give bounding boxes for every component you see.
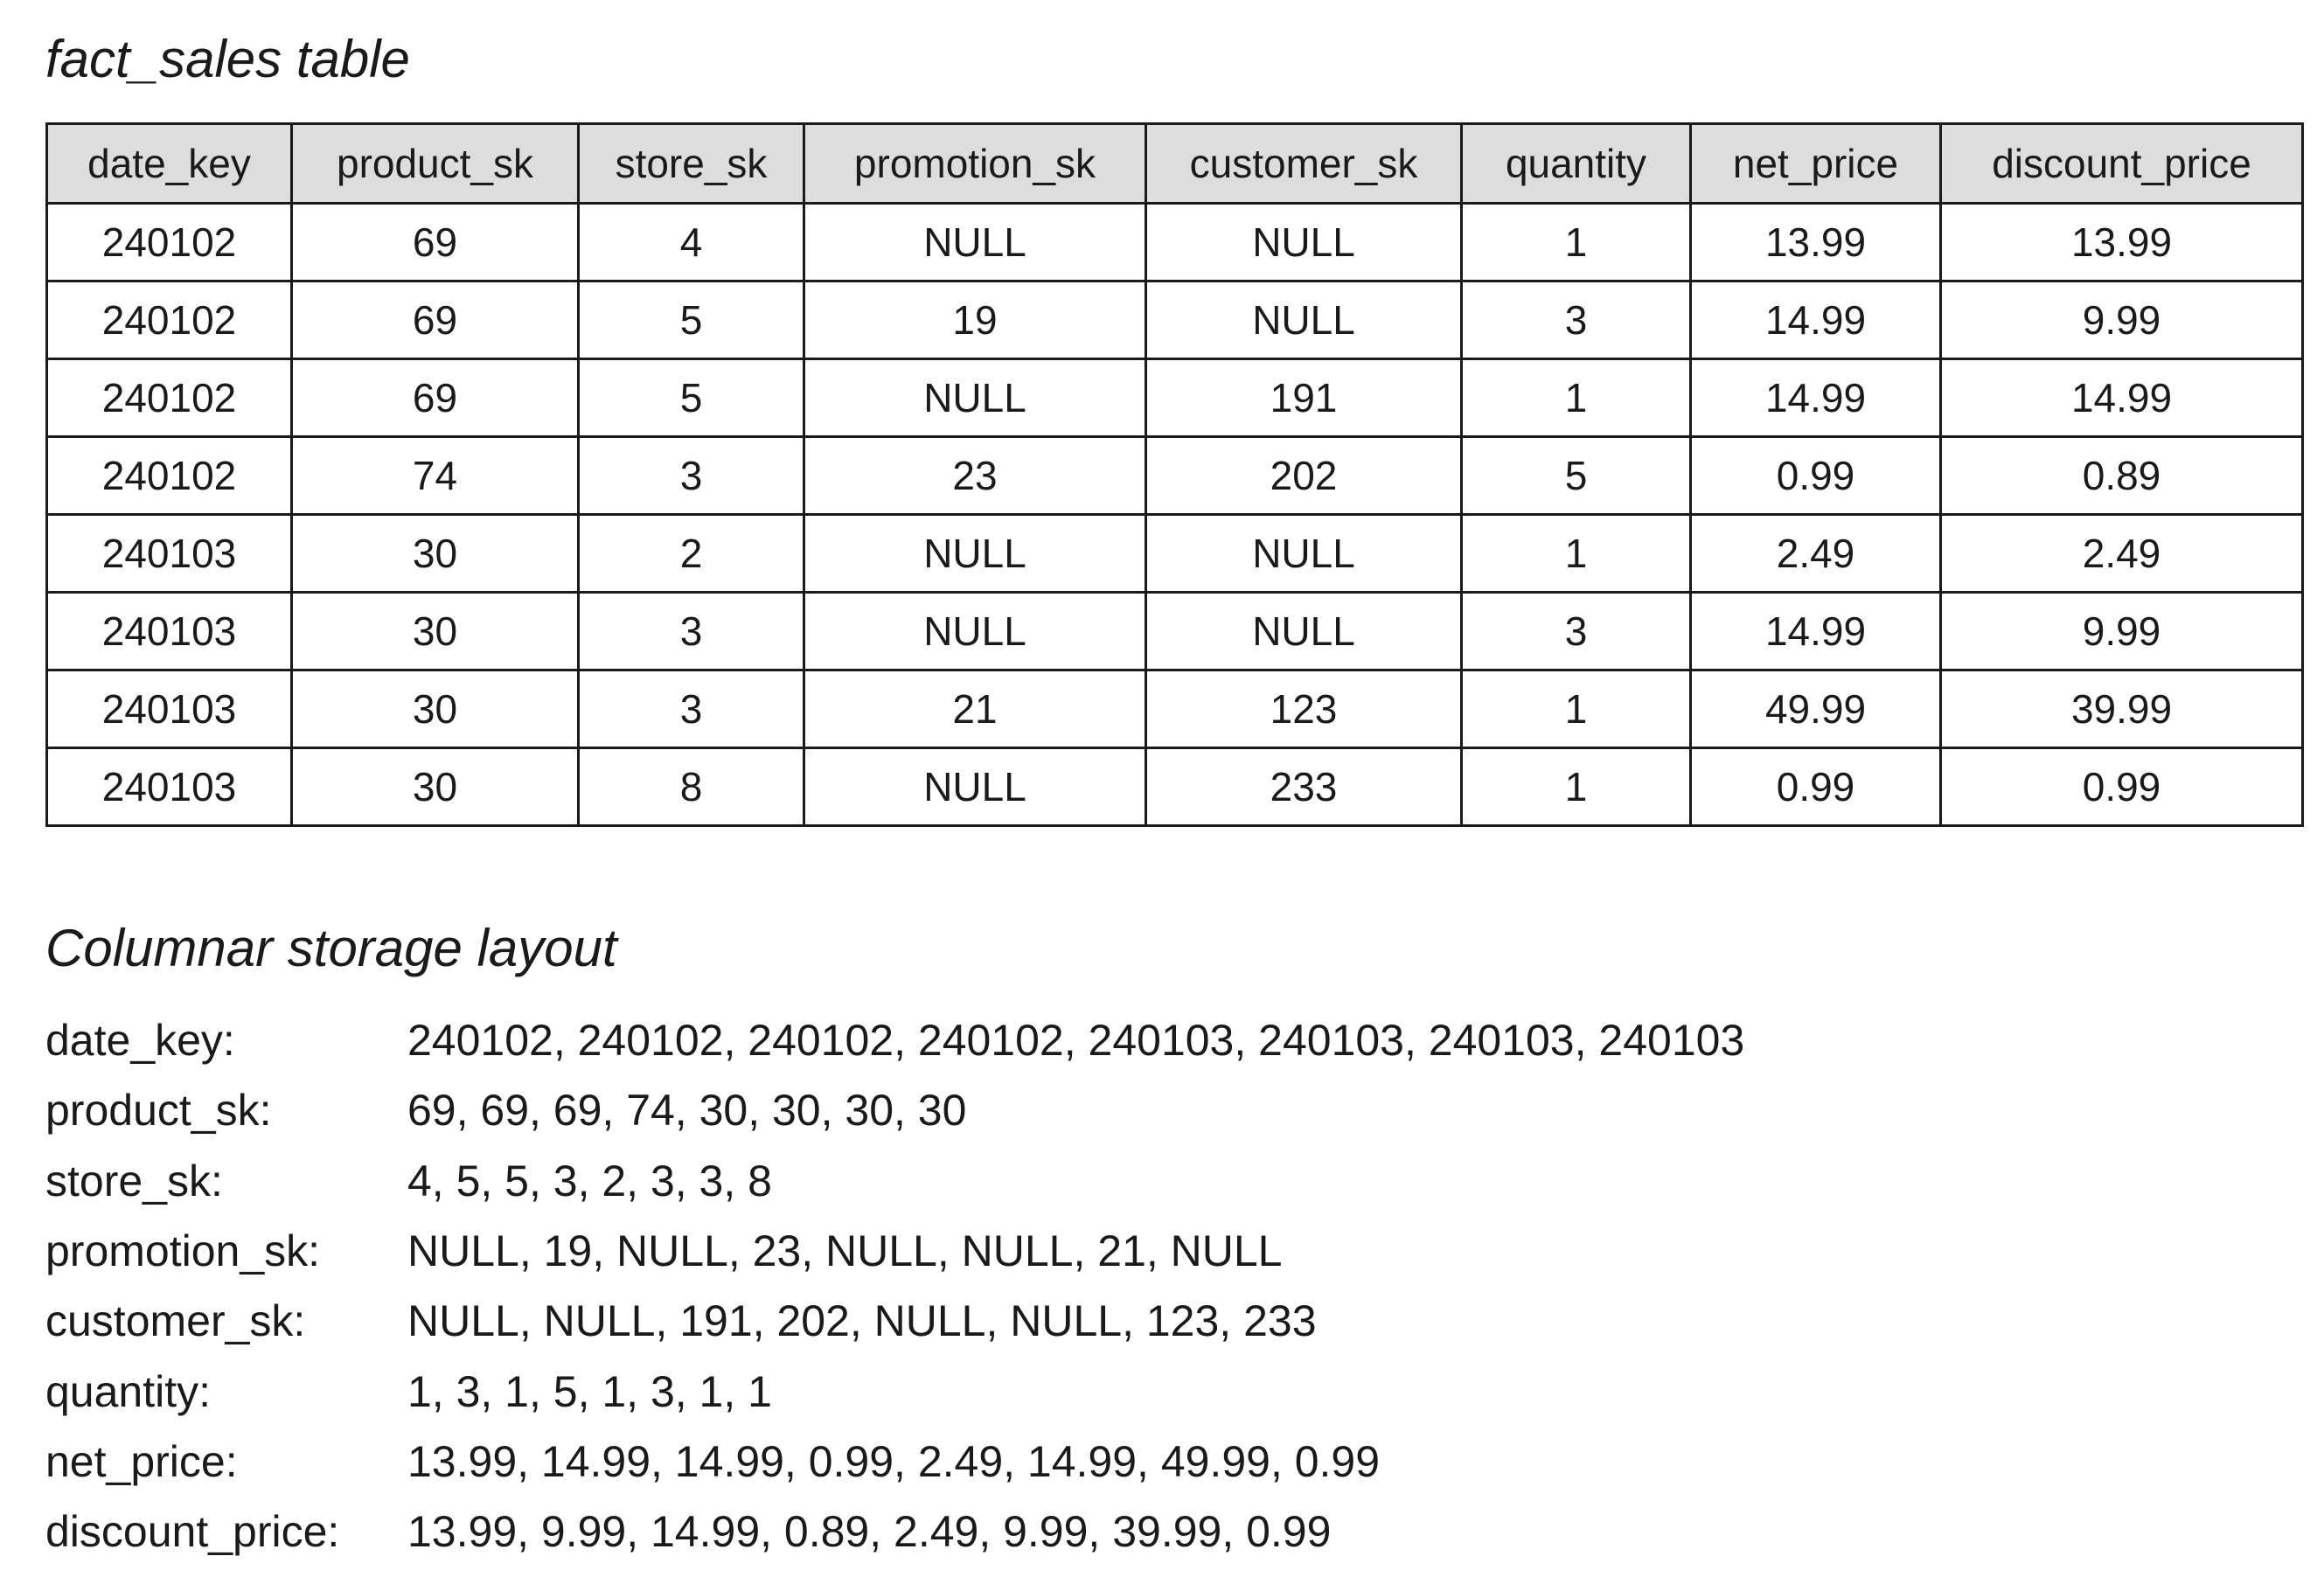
layout-column-values: NULL, 19, NULL, 23, NULL, NULL, 21, NULL <box>407 1226 1283 1276</box>
layout-row <box>45 1005 2284 1075</box>
layout-column-name: promotion_sk: <box>45 1226 321 1276</box>
cell-date-key: 240103 <box>47 515 292 593</box>
cell-quantity: 1 <box>1462 359 1691 437</box>
cell-store-sk: 5 <box>579 281 804 359</box>
cell-store-sk: 8 <box>579 748 804 826</box>
cell-net-price: 14.99 <box>1691 359 1941 437</box>
table-row <box>47 204 2303 281</box>
cell-product-sk: 30 <box>292 515 579 593</box>
cell-discount-price: 14.99 <box>1941 359 2303 437</box>
cell-net-price: 14.99 <box>1691 281 1941 359</box>
layout-column-name: net_price: <box>45 1436 238 1486</box>
table-row <box>47 515 2303 593</box>
cell-discount-price: 13.99 <box>1941 204 2303 281</box>
cell-discount-price: 9.99 <box>1941 593 2303 670</box>
layout-row <box>45 1216 2284 1286</box>
cell-customer-sk: NULL <box>1146 515 1462 593</box>
cell-quantity: 3 <box>1462 281 1691 359</box>
cell-product-sk: 30 <box>292 748 579 826</box>
cell-date-key: 240102 <box>47 281 292 359</box>
layout-row <box>45 1427 2284 1497</box>
cell-net-price: 14.99 <box>1691 593 1941 670</box>
table-row <box>47 359 2303 437</box>
cell-store-sk: 2 <box>579 515 804 593</box>
table-row <box>47 670 2303 748</box>
cell-store-sk: 4 <box>579 204 804 281</box>
cell-store-sk: 3 <box>579 437 804 515</box>
cell-customer-sk: NULL <box>1146 204 1462 281</box>
cell-customer-sk: NULL <box>1146 281 1462 359</box>
cell-discount-price: 39.99 <box>1941 670 2303 748</box>
cell-promotion-sk: 19 <box>804 281 1146 359</box>
cell-product-sk: 69 <box>292 204 579 281</box>
layout-row <box>45 1146 2284 1216</box>
layout-column-values: 4, 5, 5, 3, 2, 3, 3, 8 <box>407 1156 772 1205</box>
layout-row <box>45 1286 2284 1356</box>
cell-promotion-sk: NULL <box>804 515 1146 593</box>
cell-promotion-sk: 21 <box>804 670 1146 748</box>
cell-discount-price: 2.49 <box>1941 515 2303 593</box>
layout-column-name: discount_price: <box>45 1507 340 1557</box>
cell-date-key: 240102 <box>47 359 292 437</box>
layout-column-values: 13.99, 14.99, 14.99, 0.99, 2.49, 14.99, 49.99, 0.99 <box>407 1436 1381 1486</box>
column-header-store-sk: store_sk <box>579 124 804 204</box>
cell-quantity: 1 <box>1462 204 1691 281</box>
table-header-row <box>47 124 2303 204</box>
column-header-promotion-sk: promotion_sk <box>804 124 1146 204</box>
cell-customer-sk: 123 <box>1146 670 1462 748</box>
fact-sales-table <box>45 122 2304 827</box>
columnar-layout-list <box>45 1005 2284 1567</box>
column-header-product-sk: product_sk <box>292 124 579 204</box>
cell-quantity: 1 <box>1462 515 1691 593</box>
table-row <box>47 437 2303 515</box>
layout-column-name: date_key: <box>45 1016 235 1066</box>
cell-quantity: 3 <box>1462 593 1691 670</box>
cell-customer-sk: NULL <box>1146 593 1462 670</box>
cell-net-price: 0.99 <box>1691 437 1941 515</box>
cell-customer-sk: 233 <box>1146 748 1462 826</box>
cell-product-sk: 30 <box>292 593 579 670</box>
layout-column-name: customer_sk: <box>45 1296 306 1346</box>
cell-promotion-sk: 23 <box>804 437 1146 515</box>
cell-store-sk: 5 <box>579 359 804 437</box>
cell-date-key: 240103 <box>47 670 292 748</box>
layout-row <box>45 1075 2284 1145</box>
layout-column-name: product_sk: <box>45 1086 272 1136</box>
cell-store-sk: 3 <box>579 593 804 670</box>
column-header-date-key: date_key <box>47 124 292 204</box>
cell-product-sk: 30 <box>292 670 579 748</box>
cell-store-sk: 3 <box>579 670 804 748</box>
cell-date-key: 240102 <box>47 437 292 515</box>
table-row <box>47 593 2303 670</box>
layout-column-values: NULL, NULL, 191, 202, NULL, NULL, 123, 233 <box>407 1296 1317 1346</box>
column-header-customer-sk: customer_sk <box>1146 124 1462 204</box>
cell-date-key: 240102 <box>47 204 292 281</box>
cell-promotion-sk: NULL <box>804 593 1146 670</box>
layout-title: Columnar storage layout <box>45 919 617 977</box>
table-row <box>47 281 2303 359</box>
cell-quantity: 1 <box>1462 670 1691 748</box>
cell-net-price: 13.99 <box>1691 204 1941 281</box>
cell-product-sk: 74 <box>292 437 579 515</box>
cell-promotion-sk: NULL <box>804 748 1146 826</box>
layout-row <box>45 1497 2284 1567</box>
table-title: fact_sales table <box>45 30 410 88</box>
cell-discount-price: 0.99 <box>1941 748 2303 826</box>
cell-quantity: 1 <box>1462 748 1691 826</box>
cell-customer-sk: 202 <box>1146 437 1462 515</box>
layout-column-name: quantity: <box>45 1366 212 1416</box>
layout-row <box>45 1356 2284 1426</box>
cell-date-key: 240103 <box>47 748 292 826</box>
column-header-discount-price: discount_price <box>1941 124 2303 204</box>
column-header-quantity: quantity <box>1462 124 1691 204</box>
cell-net-price: 49.99 <box>1691 670 1941 748</box>
layout-column-values: 240102, 240102, 240102, 240102, 240103, 240103, 240103, 240103 <box>407 1016 1745 1066</box>
cell-net-price: 2.49 <box>1691 515 1941 593</box>
cell-date-key: 240103 <box>47 593 292 670</box>
table-body <box>47 204 2303 826</box>
cell-customer-sk: 191 <box>1146 359 1462 437</box>
cell-discount-price: 9.99 <box>1941 281 2303 359</box>
layout-column-values: 1, 3, 1, 5, 1, 3, 1, 1 <box>407 1366 772 1416</box>
cell-product-sk: 69 <box>292 359 579 437</box>
cell-product-sk: 69 <box>292 281 579 359</box>
column-header-net-price: net_price <box>1691 124 1941 204</box>
cell-promotion-sk: NULL <box>804 204 1146 281</box>
cell-quantity: 5 <box>1462 437 1691 515</box>
cell-net-price: 0.99 <box>1691 748 1941 826</box>
table-row <box>47 748 2303 826</box>
cell-discount-price: 0.89 <box>1941 437 2303 515</box>
layout-column-name: store_sk: <box>45 1156 223 1205</box>
layout-column-values: 13.99, 9.99, 14.99, 0.89, 2.49, 9.99, 39.99, 0.99 <box>407 1507 1332 1557</box>
layout-column-values: 69, 69, 69, 74, 30, 30, 30, 30 <box>407 1086 967 1136</box>
cell-promotion-sk: NULL <box>804 359 1146 437</box>
